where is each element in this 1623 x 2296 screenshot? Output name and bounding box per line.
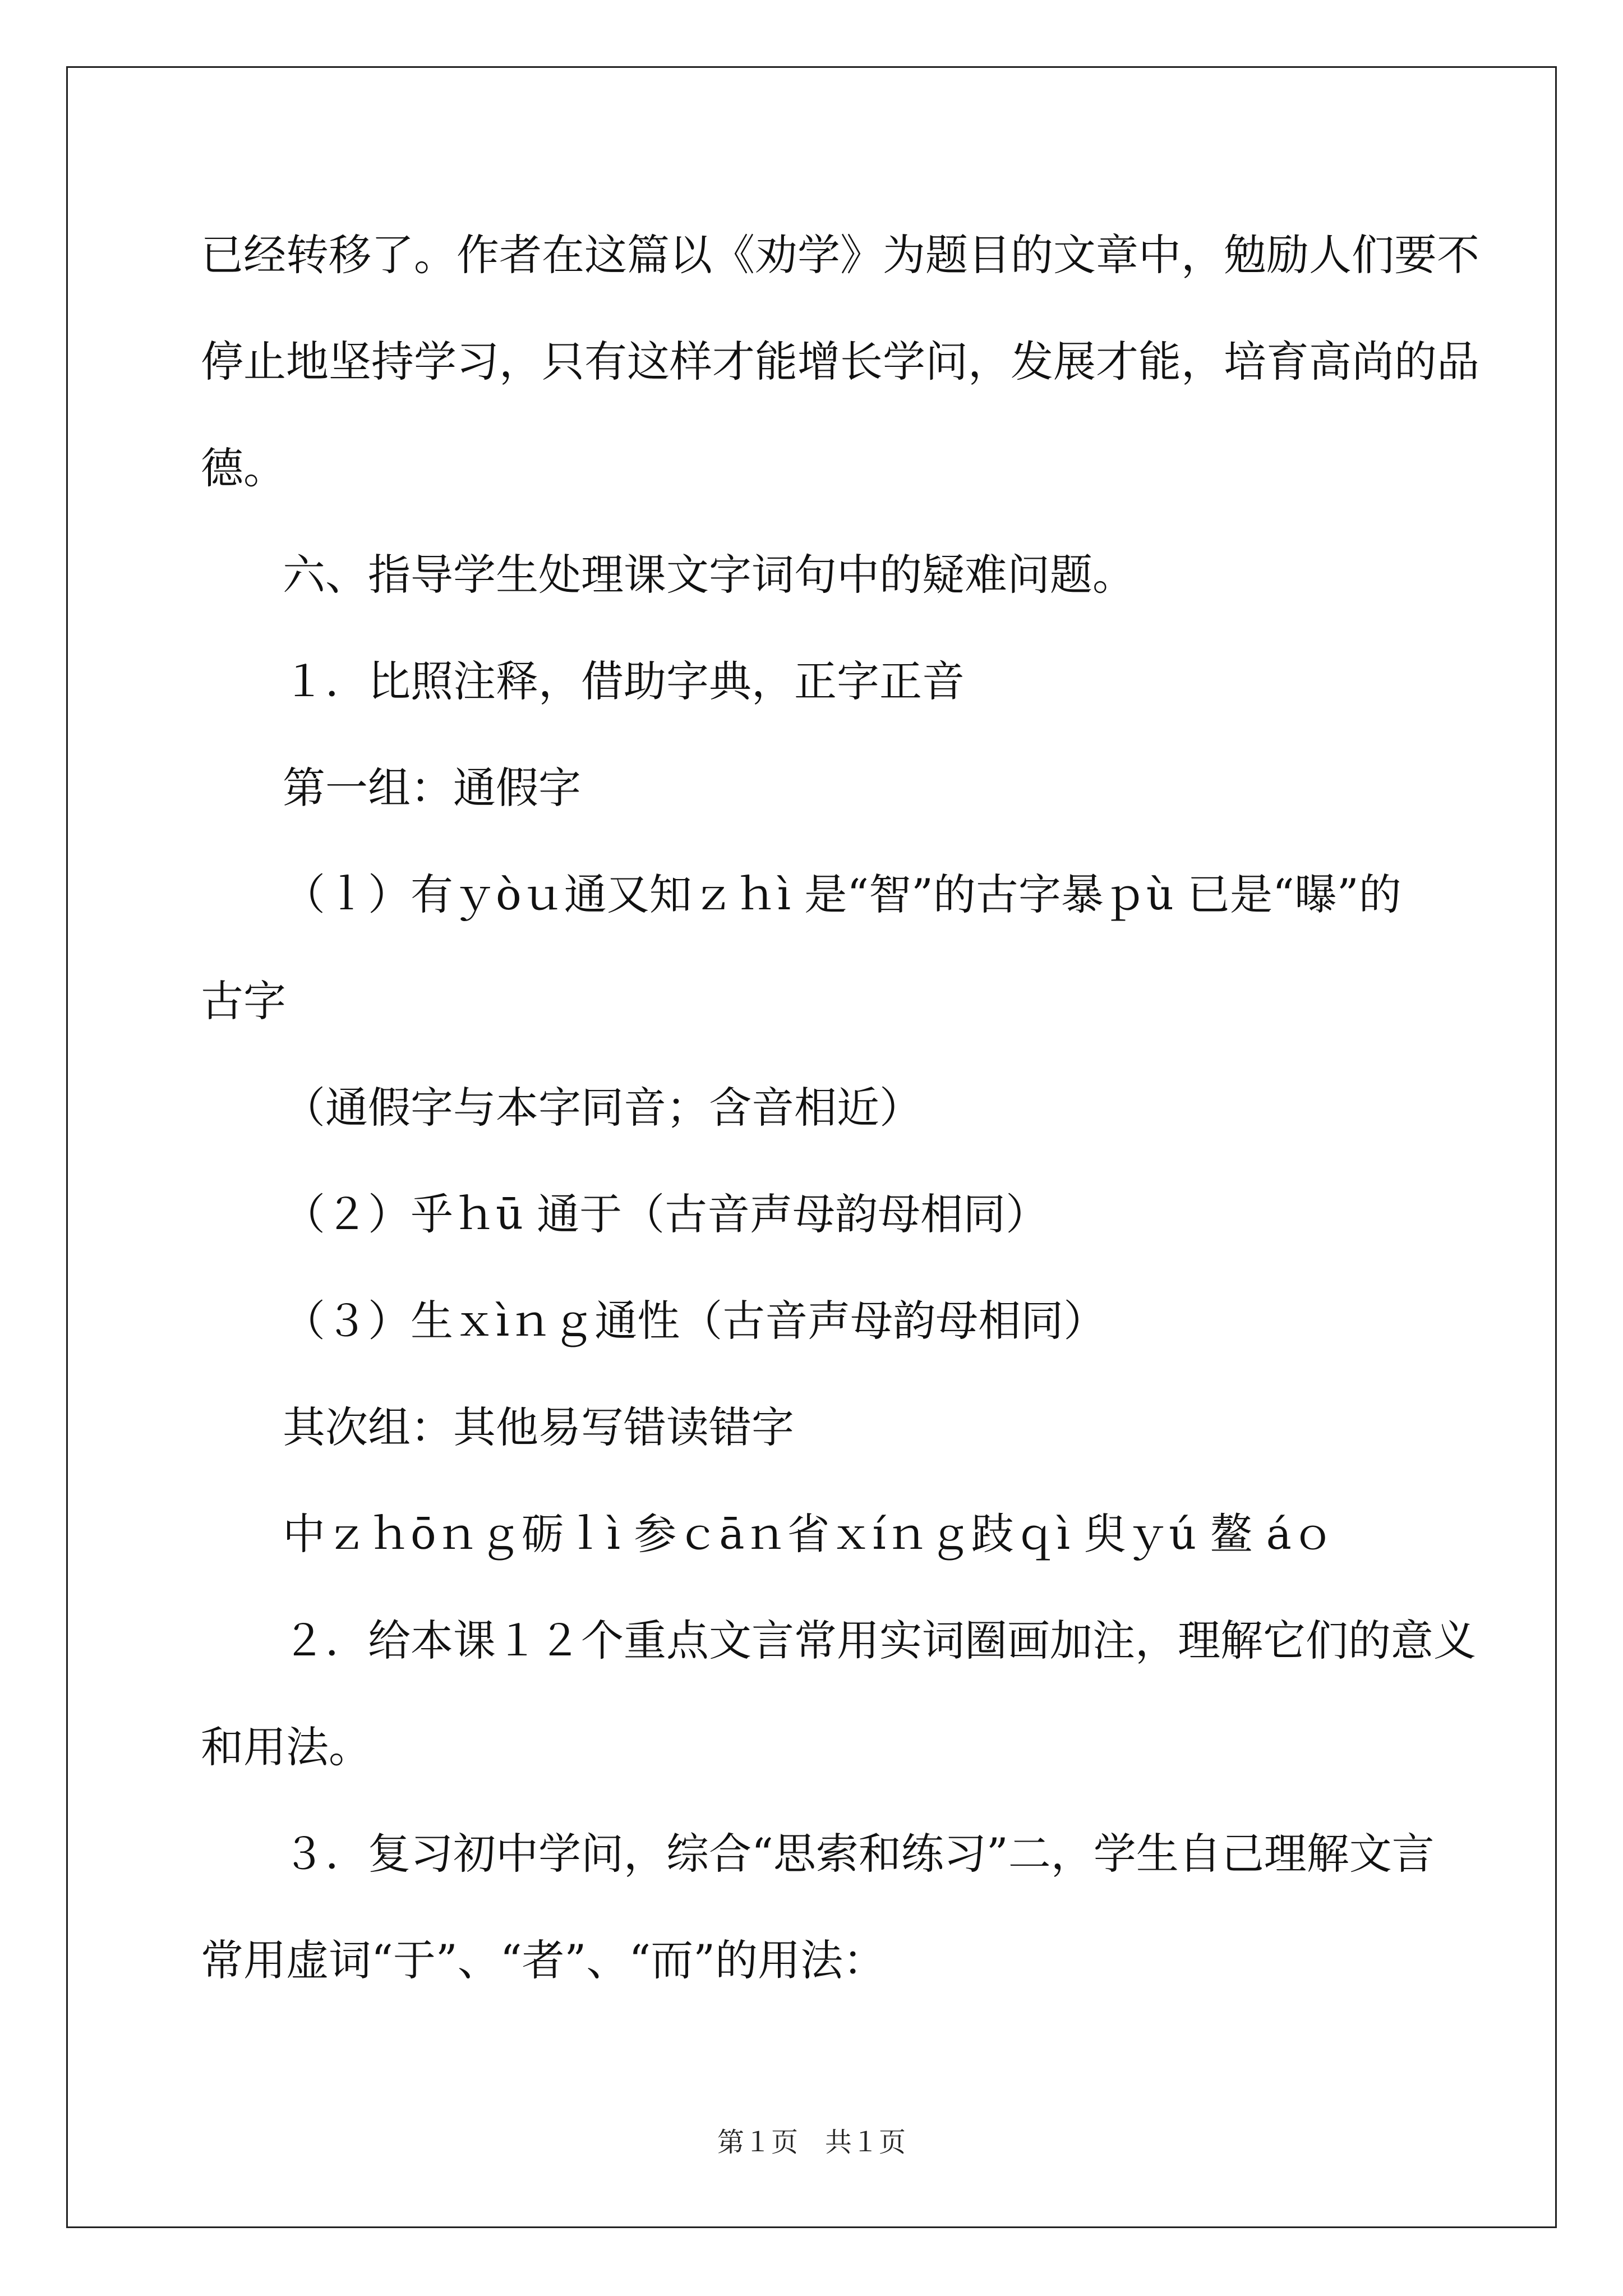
text-line: 和用法。	[201, 1722, 371, 1772]
text-line: 常用虚词“于”、“者”、“而”的用法：	[201, 1935, 886, 1985]
text-line: 中ｚｈōｎｇ砺ｌì 参ｃāｎ省ｘíｎｇ跂ｑì 臾ｙú 鳌 áｏ	[283, 1509, 1334, 1559]
text-line: 古字	[201, 976, 286, 1026]
page-number-label: 第１页 共１页	[717, 2128, 906, 2157]
text-line: ３．复习初中学问，综合“思索和练习”二，学生自己理解文言	[283, 1829, 1435, 1879]
page-footer	[0, 2120, 1623, 2159]
text-line: １．比照注释，借助字典，正字正音	[283, 656, 965, 706]
text-line: 停止地坚持学习，只有这样才能增长学问，发展才能，培育高尚的品	[201, 337, 1479, 386]
text-line: 第一组：通假字	[283, 763, 581, 813]
text-line: 已经转移了。作者在这篇以《劝学》为题目的文章中，勉励人们要不	[201, 230, 1479, 280]
text-line: ２．给本课１２个重点文言常用实词圈画加注，理解它们的意义	[283, 1616, 1476, 1665]
document-body	[201, 202, 1479, 2014]
text-line: 其次组：其他易写错读错字	[283, 1402, 794, 1452]
text-line: 德。	[201, 443, 286, 493]
text-line: （３）生ｘìｎｇ通性（古音声母韵母相同）	[283, 1296, 1106, 1346]
text-line: （２）乎ｈū 通于（古音声母韵母相同）	[283, 1189, 1049, 1239]
text-line: 六、指导学生处理课文字词句中的疑难问题。	[283, 550, 1135, 600]
text-line: （ｌ）有ｙòｕ通又知ｚｈì 是“智”的古字暴ｐù 已是“曝”的	[283, 869, 1401, 919]
text-line: （通假字与本字同音；含音相近）	[283, 1083, 922, 1133]
